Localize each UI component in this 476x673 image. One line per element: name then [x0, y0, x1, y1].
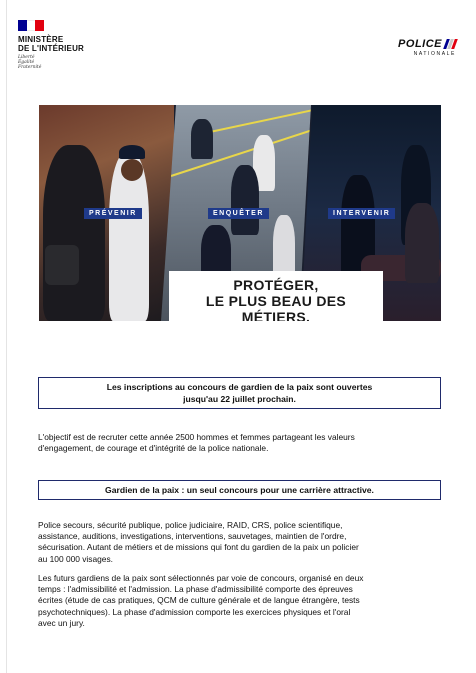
campaign-banner — [39, 105, 441, 321]
police-wordmark: POLICE — [398, 38, 456, 50]
page-edge-line — [6, 0, 7, 673]
tricolor-stripes-icon — [443, 39, 458, 49]
ministry-logo — [18, 20, 108, 70]
ministry-name: MINISTÈRE DE L'INTÉRIEUR — [18, 35, 85, 53]
career-heading-box: Gardien de la paix : un seul concours pour une carrière attractive. — [38, 480, 441, 500]
police-nationale-logo — [398, 38, 456, 57]
tag-enqueter: ENQUÊTER — [208, 208, 269, 219]
republic-motto: Liberté Égalité Fraternité — [18, 55, 42, 70]
missions-paragraph: Police secours, sécurité publique, police judiciaire, RAID, CRS, police scientifique, assistance, auditions, investigations, interventions, sauvetages, maintien de l'ordre, sécurisation. Autant de métiers et de missions qui font du gardien de la paix un policier au 100 000 visages. — [38, 520, 359, 564]
selection-paragraph: Les futurs gardiens de la paix sont sélectionnés par voie de concours, organisé en deux temps : l'admissibilité et l'admission. La phase d'admissibilité comporte des épreuves écrites (étude de cas pratiques, QCM de culture générale et de langue étrangère, tests psychotechniques). La phase d'admission comporte les exercices physiques et l'oral avec un jury. — [38, 573, 364, 628]
tag-intervenir: INTERVENIR — [328, 208, 395, 219]
objective-paragraph: L'objectif est de recruter cette année 2500 hommes et femmes partageant les valeurs d'engagement, de courage et d'intégrité de la police nationale. — [38, 432, 355, 454]
registration-notice-box: Les inscriptions au concours de gardien de la paix sont ouvertes jusqu'au 22 juillet prochain. — [38, 377, 441, 409]
banner-slogan: PROTÉGER, LE PLUS BEAU DES MÉTIERS. — [169, 271, 383, 321]
police-sub-wordmark: NATIONALE — [413, 51, 456, 57]
french-flag-icon — [18, 20, 44, 31]
tag-prevenir: PRÉVENIR — [84, 208, 142, 219]
